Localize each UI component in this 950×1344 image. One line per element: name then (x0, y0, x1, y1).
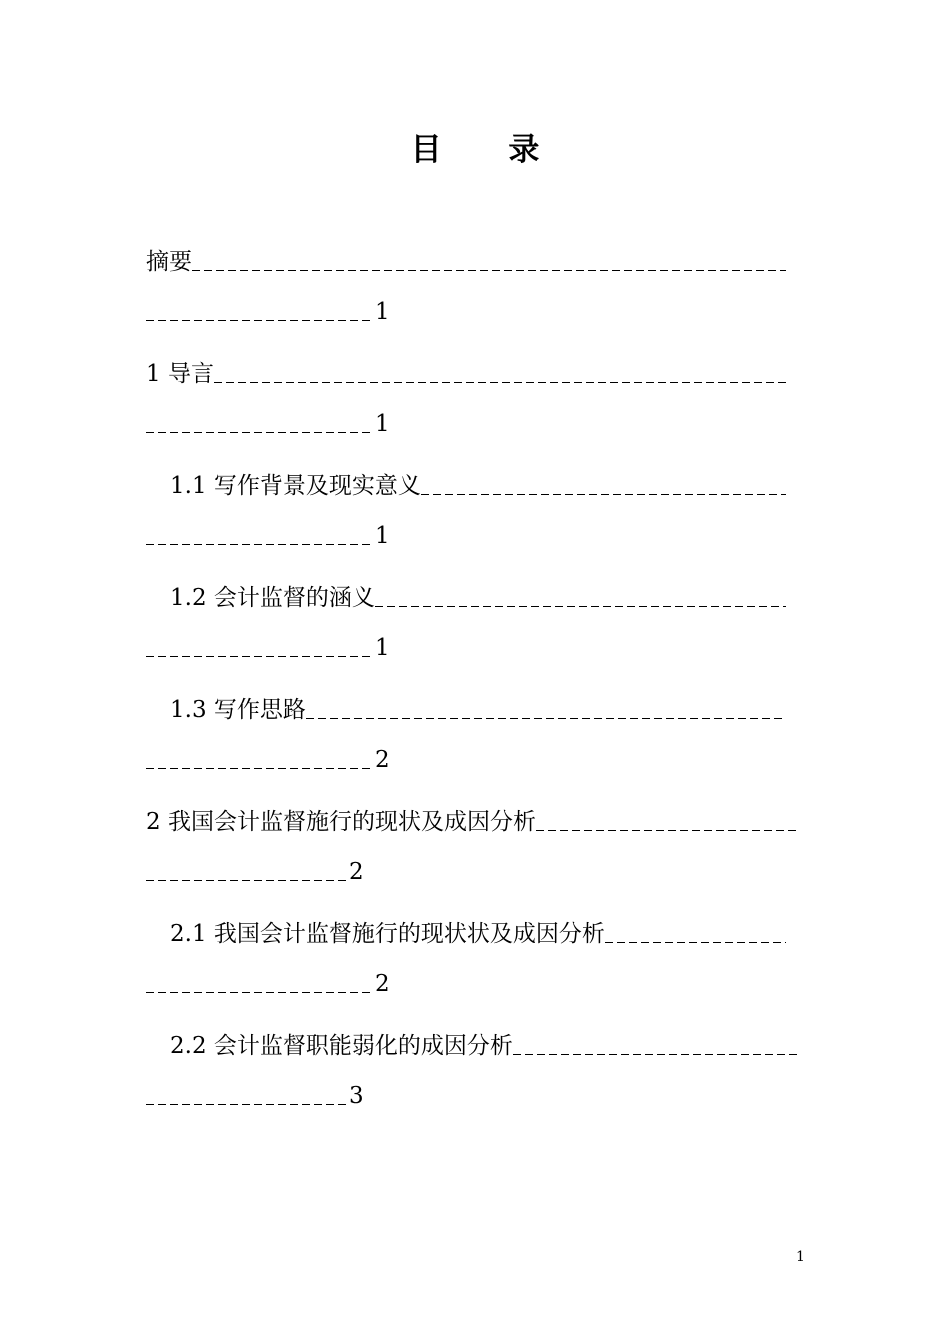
footer-page-number: 1 (796, 1249, 805, 1265)
toc-entry-label: 2.2 会计监督职能弱化的成因分析 (170, 1033, 513, 1059)
toc-leader-dots (146, 423, 372, 433)
toc-page-number: 2 (349, 859, 364, 885)
toc-page-number: 1 (375, 411, 390, 437)
toc-entry-continuation (146, 740, 786, 780)
toc-entry-1-2[interactable] (146, 578, 786, 618)
toc-leader-dots (605, 933, 786, 943)
toc-leader-dots (306, 709, 786, 719)
toc-leader-dots (146, 535, 372, 545)
toc-entry-label: 1 导言 (146, 361, 214, 387)
toc-page-number: 1 (375, 635, 390, 661)
toc-entry-label: 1.3 写作思路 (170, 697, 306, 723)
toc-entry-2-1[interactable] (146, 914, 786, 954)
toc-leader-dots (146, 1095, 346, 1105)
toc-leader-dots (375, 597, 786, 607)
toc-leader-dots (513, 1045, 798, 1055)
toc-title: 目 录 (410, 132, 568, 168)
toc-leader-dots (536, 821, 798, 831)
toc-entry-abstract[interactable] (146, 242, 786, 282)
toc-leader-dots (214, 373, 786, 383)
toc-entry-1-3[interactable] (146, 690, 786, 730)
toc-entry-introduction[interactable] (146, 354, 786, 394)
toc-entry-continuation (146, 292, 786, 332)
toc-leader-dots (146, 983, 372, 993)
toc-leader-dots (192, 261, 786, 271)
toc-entry-continuation (146, 964, 786, 1004)
toc-entry-label: 2 我国会计监督施行的现状及成因分析 (146, 809, 536, 835)
toc-entry-label: 摘要 (146, 249, 192, 275)
toc-entry-label: 2.1 我国会计监督施行的现状状及成因分析 (170, 921, 605, 947)
toc-entry-2-2[interactable] (146, 1026, 798, 1066)
toc-leader-dots (146, 647, 372, 657)
toc-entry-1-1[interactable] (146, 466, 786, 506)
toc-leader-dots (146, 759, 372, 769)
toc-entry-continuation (146, 852, 786, 892)
toc-page-number: 3 (349, 1083, 364, 1109)
toc-page-number: 2 (375, 971, 390, 997)
toc-leader-dots (146, 871, 346, 881)
toc-entry-continuation (146, 1076, 786, 1116)
toc-entry-label: 1.2 会计监督的涵义 (170, 585, 375, 611)
toc-leader-dots (421, 485, 786, 495)
toc-entry-label: 1.1 写作背景及现实意义 (170, 473, 421, 499)
toc-entry-continuation (146, 404, 786, 444)
toc-page-number: 1 (375, 299, 390, 325)
toc-leader-dots (146, 311, 372, 321)
toc-page-number: 1 (375, 523, 390, 549)
toc-entry-continuation (146, 516, 786, 556)
toc-page-number: 2 (375, 747, 390, 773)
toc-entry-chapter-2[interactable] (146, 802, 798, 842)
toc-entry-continuation (146, 628, 786, 668)
